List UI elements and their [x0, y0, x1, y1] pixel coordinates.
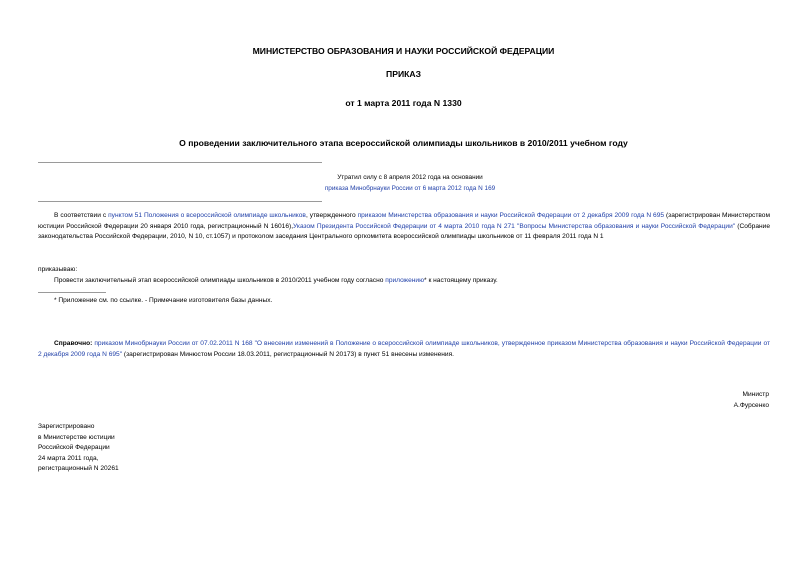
- footnote-divider: [38, 292, 106, 293]
- order-item: [54, 276, 754, 287]
- registration-line: Зарегистрировано: [38, 423, 95, 430]
- divider-bottom: [38, 201, 322, 202]
- preamble-text-4: (Собрание законодательства Российской Федерации, 2010, N 10, ст.1057) и протоколом заседания Центрального оргкомитета всероссийской олимпиады школьников от 11 февраля 2011 года N 1: [38, 222, 770, 240]
- order-verb: приказываю:: [38, 266, 78, 273]
- registration-block: [38, 422, 119, 475]
- registration-line: в Министерстве юстиции: [38, 433, 115, 441]
- appendix-link[interactable]: приложению: [385, 277, 425, 284]
- preamble-text-2: , утвержденного: [305, 212, 358, 219]
- reference-paragraph: [38, 339, 770, 360]
- reference-label: Справочно:: [54, 340, 93, 347]
- preamble-link-order-695[interactable]: приказом Министерства образования и науки Российской Федерации от 2 декабря 2009 года N 695: [357, 212, 665, 219]
- status-line: Утратил силу с 8 апреля 2012 года на основании: [337, 174, 483, 181]
- doc-type-heading: ПРИКАЗ: [386, 69, 421, 79]
- document-title: О проведении заключительного этапа всероссийской олимпиады школьников в 2010/2011 учебном году: [179, 138, 628, 148]
- date-number-heading: от 1 марта 2011 года N 1330: [345, 98, 462, 108]
- registration-line: Российской Федерации: [38, 444, 110, 451]
- preamble-text-1: В соответствии с: [54, 212, 109, 219]
- signature-block: [734, 390, 769, 411]
- preamble-link-decree-271[interactable]: Указом Президента Российской Федерации от 4 марта 2010 года N 271 "Вопросы Министерства образования и науки Российской Федерации": [293, 222, 736, 230]
- preamble-link-regulation[interactable]: пунктом 51 Положения о всероссийской олимпиаде школьников: [108, 212, 306, 219]
- status-note: [310, 173, 510, 194]
- status-link[interactable]: приказа Минобрнауки России от 6 марта 2012 года N 169: [324, 184, 496, 192]
- order-item-tail: * к настоящему приказу.: [424, 277, 498, 284]
- ministry-heading: МИНИСТЕРСТВО ОБРАЗОВАНИЯ И НАУКИ РОССИЙСКОЙ ФЕДЕРАЦИИ: [252, 46, 555, 56]
- signature-name: А.Фурсенко: [733, 401, 769, 409]
- order-item-text: Провести заключительный этап всероссийской олимпиады школьников в 2010/2011 учебном году согласно: [54, 277, 386, 284]
- divider-top: [38, 162, 322, 163]
- signature-position: Министр: [742, 391, 769, 398]
- preamble-paragraph: [38, 211, 770, 243]
- registration-line: 24 марта 2011 года,: [38, 454, 99, 462]
- preamble-text-3: (зарегистрирован Министерством юстиции Российской Федерации 20 января 2010 года, регистрационный N 16016),: [38, 212, 770, 230]
- footnote: * Приложение см. по ссылке. - Примечание изготовителя базы данных.: [54, 297, 273, 304]
- registration-line: регистрационный N 20261: [38, 465, 119, 472]
- reference-link[interactable]: приказом Минобрнауки России от 07.02.2011 N 168 "О внесении изменений в Положение о всероссийской олимпиаде школьников, утвержденное приказом Министерства образования и науки Российской Федерации от 2 декабря 2009 года N 695": [38, 340, 770, 358]
- reference-tail: (зарегистрирован Минюстом России 18.03.2011, регистрационный N 20173) в пункт 51 внесены изменения.: [122, 350, 454, 358]
